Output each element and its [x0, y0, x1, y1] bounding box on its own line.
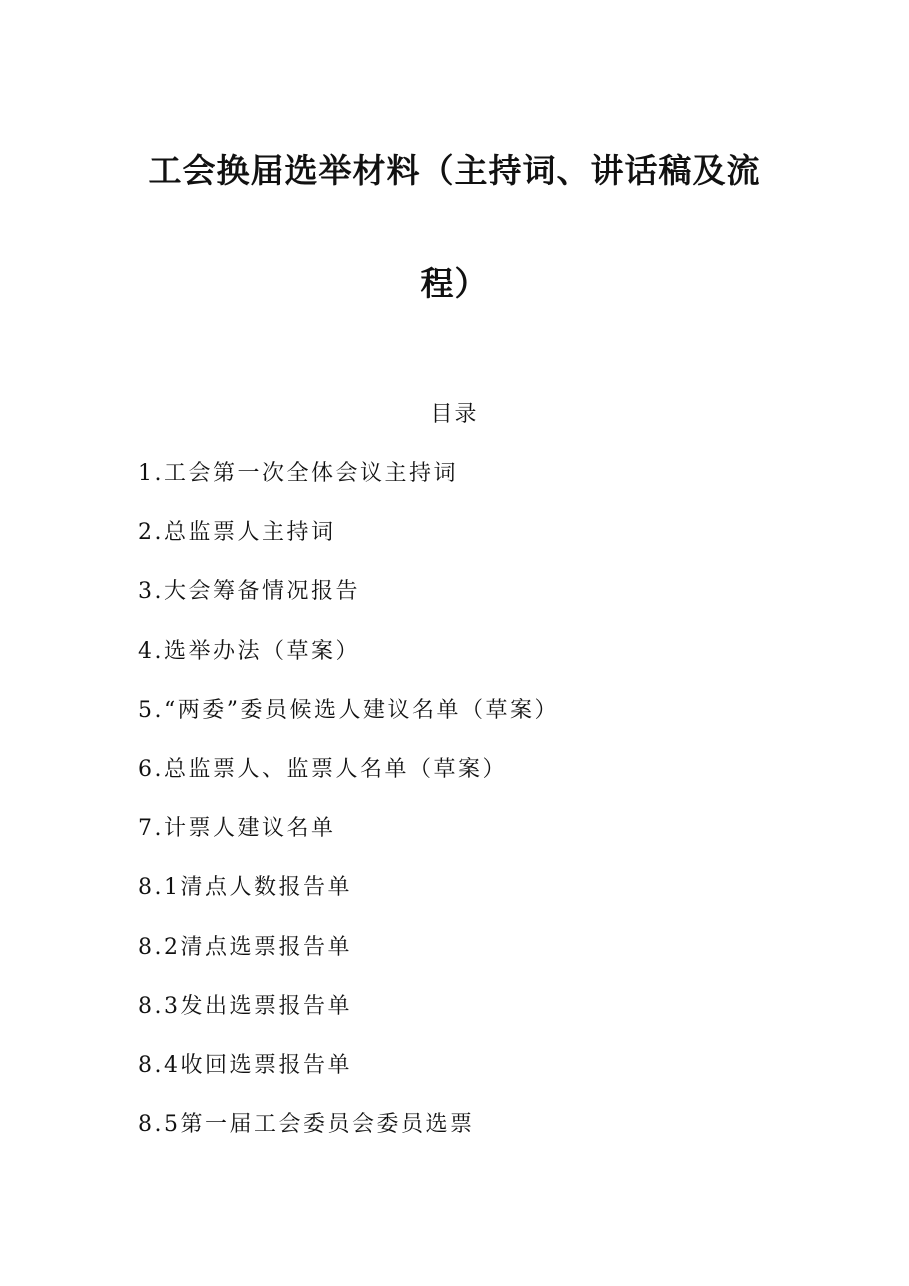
toc-item: 8.1清点人数报告单 — [138, 875, 352, 901]
toc-item: 7.计票人建议名单 — [138, 816, 336, 842]
toc-item: 8.5第一届工会委员会委员选票 — [138, 1112, 475, 1138]
toc-item: 8.2清点选票报告单 — [138, 934, 352, 960]
toc-item: 1.工会第一次全体会议主持词 — [138, 461, 458, 486]
document-title-line-2: 程） — [420, 264, 489, 303]
toc-item: 6.总监票人、监票人名单（草案） — [138, 756, 507, 782]
toc-heading: 目录 — [430, 402, 479, 427]
toc-item: 2.总监票人主持词 — [138, 520, 336, 546]
document-title-line-1: 工会换届选举材料（主持词、讲话稿及流 — [148, 151, 761, 190]
toc-item: 3.大会筹备情况报告 — [138, 579, 360, 605]
toc-item: 8.3发出选票报告单 — [138, 993, 352, 1019]
table-of-contents — [138, 456, 559, 1166]
toc-item: 5.“两委”委员候选人建议名单（草案） — [138, 697, 559, 723]
toc-item: 8.4收回选票报告单 — [138, 1052, 352, 1078]
toc-item: 4.选举办法（草案） — [138, 638, 360, 664]
